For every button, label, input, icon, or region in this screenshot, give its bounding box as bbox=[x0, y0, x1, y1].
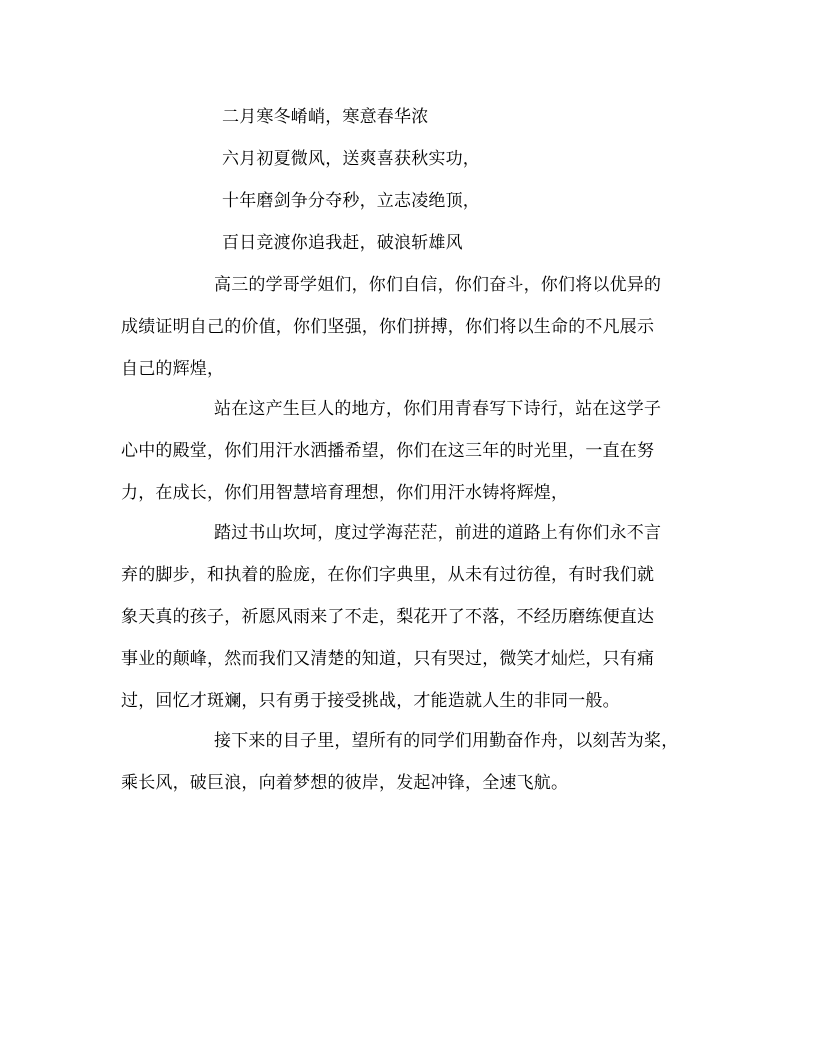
paragraph-line: 象天真的孩子，祈愿风雨来了不走，梨花开了不落，不经历磨练便直达 bbox=[121, 607, 655, 627]
paragraph-line: 自己的辉煌， bbox=[121, 359, 225, 379]
poem-line: 六月初夏微风，送爽喜获秋实功， bbox=[222, 149, 480, 169]
poem-line: 百日竞渡你追我赶，破浪斩雄风 bbox=[222, 233, 463, 253]
paragraph-line: 力，在成长，你们用智慧培育理想，你们用汗水铸将辉煌， bbox=[121, 483, 569, 503]
paragraph-line: 踏过书山坎坷，度过学海茫茫，前进的道路上有你们永不言 bbox=[214, 523, 662, 543]
paragraph-line: 心中的殿堂，你们用汗水洒播希望，你们在这三年的时光里，一直在努 bbox=[121, 441, 655, 461]
paragraph-line: 成绩证明自己的价值，你们坚强，你们拼搏，你们将以生命的不凡展示 bbox=[121, 317, 655, 337]
paragraph-line: 乘长风，破巨浪，向着梦想的彼岸，发起冲锋，全速飞航。 bbox=[121, 773, 569, 793]
paragraph-line: 过，回忆才斑斓，只有勇于接受挑战，才能造就人生的非同一般。 bbox=[121, 691, 620, 711]
poem-line: 二月寒冬崤峭，寒意春华浓 bbox=[222, 107, 429, 127]
paragraph-line: 高三的学哥学姐们，你们自信，你们奋斗，你们将以优异的 bbox=[214, 275, 662, 295]
paragraph-line: 站在这产生巨人的地方，你们用青春写下诗行，站在这学子 bbox=[214, 399, 662, 419]
paragraph-line: 弃的脚步，和执着的脸庞，在你们字典里，从未有过彷徨，有时我们就 bbox=[121, 565, 655, 585]
paragraph-line: 事业的颠峰，然而我们又清楚的知道，只有哭过，微笑才灿烂，只有痛 bbox=[121, 649, 655, 669]
paragraph-line: 接下来的目子里，望所有的同学们用勤奋作舟，以刻苦为桨， bbox=[214, 731, 679, 751]
poem-line: 十年磨剑争分夺秒，立志凌绝顶， bbox=[222, 191, 480, 211]
